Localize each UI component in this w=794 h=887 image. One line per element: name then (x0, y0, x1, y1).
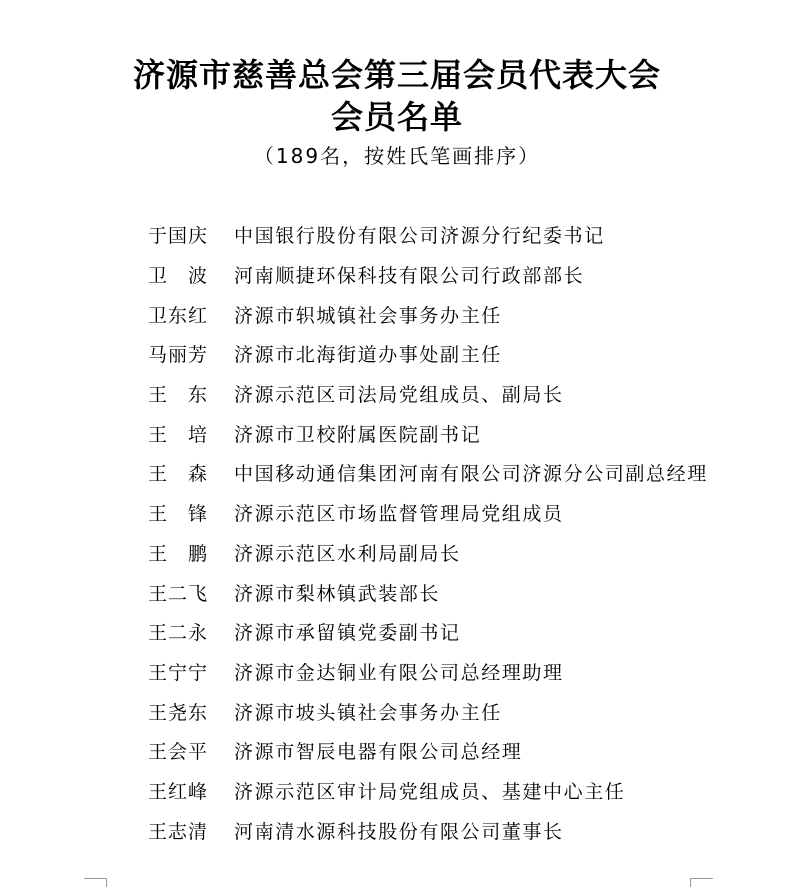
member-title: 济源示范区市场监督管理局党组成员 (234, 503, 564, 526)
member-name: 王志清 (148, 820, 209, 843)
document-title-line-2: 会员名单 (330, 98, 463, 136)
member-name: 王红峰 (148, 780, 209, 803)
member-title: 济源市轵城镇社会事务办主任 (234, 304, 502, 327)
member-row (148, 294, 708, 334)
member-title: 济源市金达铜业有限公司总经理助理 (234, 661, 564, 684)
member-name: 王锋 (148, 503, 229, 526)
member-name: 卫波 (148, 265, 229, 288)
member-title: 济源市梨林镇武装部长 (234, 582, 441, 605)
member-name: 王二永 (148, 622, 209, 645)
member-row (148, 691, 708, 731)
member-title: 济源市北海街道办事处副主任 (234, 344, 502, 367)
member-title: 河南顺捷环保科技有限公司行政部部长 (234, 265, 585, 288)
member-name: 卫东红 (148, 304, 209, 327)
member-name: 王东 (148, 384, 229, 407)
member-name: 王尧东 (148, 701, 209, 724)
member-name: 王培 (148, 423, 229, 446)
member-row (148, 572, 708, 612)
member-row (148, 215, 708, 255)
member-name: 于国庆 (148, 225, 209, 248)
member-title: 济源示范区审计局党组成员、基建中心主任 (234, 780, 626, 803)
member-name: 王会平 (148, 741, 209, 764)
member-name: 王鹏 (148, 542, 229, 565)
member-name: 王森 (148, 463, 229, 486)
document-title-line-1: 济源市慈善总会第三届会员代表大会 (132, 56, 661, 94)
member-row (148, 374, 708, 414)
member-row (148, 612, 708, 652)
member-title: 济源市承留镇党委副书记 (234, 622, 461, 645)
member-title: 中国银行股份有限公司济源分行纪委书记 (234, 225, 605, 248)
member-row (148, 413, 708, 453)
document-subtitle: （189名，按姓氏笔画排序） (253, 144, 541, 168)
member-list (148, 215, 708, 850)
member-name: 王宁宁 (148, 661, 209, 684)
member-row (148, 810, 708, 850)
member-row (148, 731, 708, 771)
member-title: 济源示范区水利局副局长 (234, 542, 461, 565)
member-row (148, 652, 708, 692)
member-row (148, 771, 708, 811)
member-row (148, 334, 708, 374)
member-title: 济源市智辰电器有限公司总经理 (234, 741, 523, 764)
member-title: 河南清水源科技股份有限公司董事长 (234, 820, 564, 843)
member-title: 济源市卫校附属医院副书记 (234, 423, 482, 446)
member-row (148, 533, 708, 573)
member-row (148, 453, 708, 493)
member-row (148, 493, 708, 533)
member-name: 王二飞 (148, 582, 209, 605)
member-title: 济源市坡头镇社会事务办主任 (234, 701, 502, 724)
member-row (148, 255, 708, 295)
member-title: 济源示范区司法局党组成员、副局长 (234, 384, 564, 407)
member-name: 马丽芳 (148, 344, 209, 367)
member-title: 中国移动通信集团河南有限公司济源分公司副总经理 (234, 463, 708, 486)
